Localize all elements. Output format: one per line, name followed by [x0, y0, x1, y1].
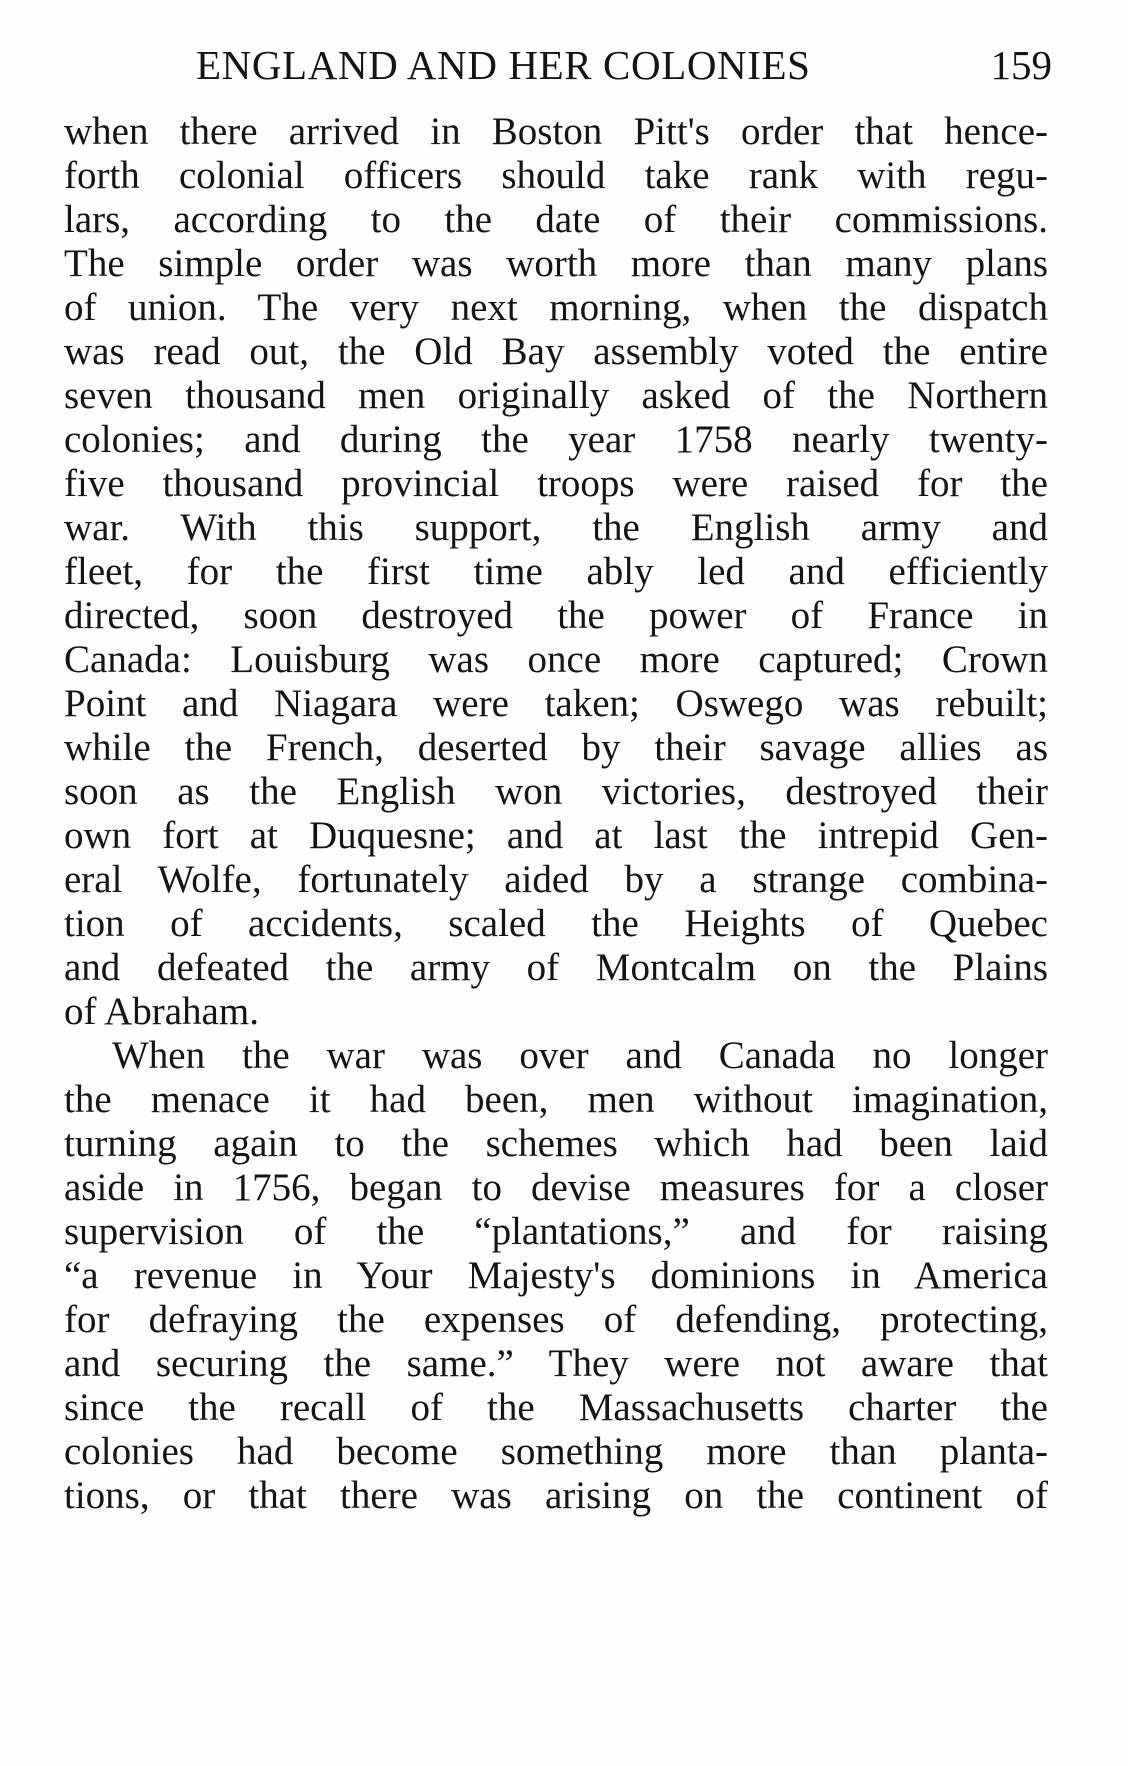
- running-head: [196, 40, 1052, 90]
- text-line: own fort at Duquesne; and at last the intrepid Gen-: [64, 814, 1048, 857]
- text-line: fleet, for the first time ably led and efficiently: [64, 550, 1048, 593]
- text-line: colonies had become something more than planta-: [64, 1430, 1048, 1473]
- text-line: soon as the English won victories, destroyed their: [64, 770, 1048, 813]
- text-line: since the recall of the Massachusetts charter the: [64, 1386, 1048, 1429]
- text-line: was read out, the Old Bay assembly voted the entire: [64, 330, 1048, 373]
- text-line: supervision of the “plantations,” and for raising: [64, 1210, 1048, 1253]
- page-number: 159: [990, 42, 1052, 88]
- text-line: lars, according to the date of their commissions.: [64, 198, 1048, 241]
- text-line: of union. The very next morning, when the dispatch: [64, 286, 1048, 329]
- text-line: tions, or that there was arising on the continent of: [64, 1474, 1048, 1517]
- text-line: when there arrived in Boston Pitt's order that hence-: [64, 110, 1048, 153]
- text-line: seven thousand men originally asked of the Northern: [64, 374, 1048, 417]
- text-line: forth colonial officers should take rank with regu-: [64, 154, 1048, 197]
- text-line: aside in 1756, began to devise measures for a closer: [64, 1166, 1048, 1209]
- text-line: directed, soon destroyed the power of France in: [64, 594, 1048, 637]
- text-line: of Abraham.: [64, 990, 259, 1033]
- text-line: The simple order was worth more than many plans: [64, 242, 1048, 285]
- text-line: Point and Niagara were taken; Oswego was rebuilt;: [64, 682, 1048, 725]
- text-line: colonies; and during the year 1758 nearly twenty-: [64, 418, 1048, 461]
- text-line: tion of accidents, scaled the Heights of Quebec: [64, 902, 1048, 945]
- chapter-title: ENGLAND AND HER COLONIES: [196, 42, 811, 88]
- text-line: eral Wolfe, fortunately aided by a strange combina-: [64, 858, 1048, 901]
- text-line: Canada: Louisburg was once more captured; Crown: [64, 638, 1048, 681]
- text-line: for defraying the expenses of defending, protecting,: [64, 1298, 1048, 1341]
- text-line: five thousand provincial troops were raised for the: [64, 462, 1048, 505]
- text-line: and securing the same.” They were not aware that: [64, 1342, 1048, 1385]
- text-line: When the war was over and Canada no longer: [112, 1034, 1048, 1077]
- text-line: the menace it had been, men without imagination,: [64, 1078, 1048, 1121]
- text-line: “a revenue in Your Majesty's dominions in America: [64, 1254, 1048, 1297]
- text-line: and defeated the army of Montcalm on the Plains: [64, 946, 1048, 989]
- text-line: turning again to the schemes which had been laid: [64, 1122, 1048, 1165]
- text-line: war. With this support, the English army and: [64, 506, 1048, 549]
- text-line: while the French, deserted by their savage allies as: [64, 726, 1048, 769]
